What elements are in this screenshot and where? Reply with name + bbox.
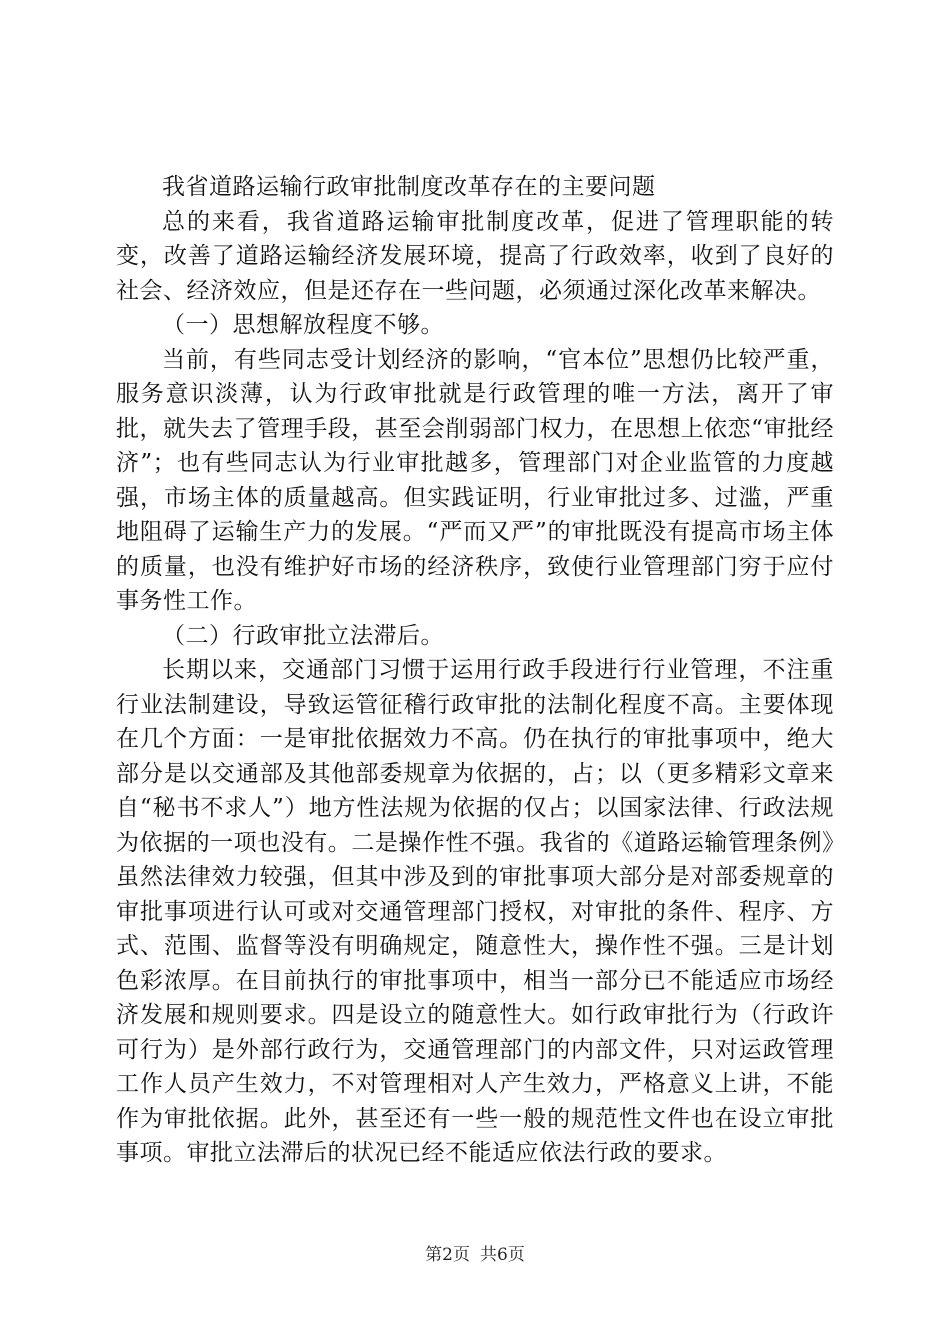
page-total: 共6页 (480, 1245, 525, 1265)
body-paragraph: 长期以来，交通部门习惯于运用行政手段进行行业管理，不注重行业法制建设，导致运管征稽行政审批的法制化程度不高。主要体现在几个方面：一是审批依据效力不高。仍在执行的审批事项中，绝大部分是以交通部及其他部委规章为依据的，占；以（更多精彩文章来自“秘书不求人”）地方性法规为依据的仅占；以国家法律、行政法规为依据的一项也没有。二是操作性不强。我省的《道路运输管理条例》虽然法律效力较强，但其中涉及到的审批事项大部分是对部委规章的审批事项进行认可或对交通管理部门授权，对审批的条件、程序、方式、范围、监督等没有明确规定，随意性大，操作性不强。三是计划色彩浓厚。在目前执行的审批事项中，相当一部分已不能适应市场经济发展和规则要求。四是设立的随意性大。如行政审批行为（行政许可行为）是外部行政行为，交通管理部门的内部文件，只对运政管理工作人员产生效力，不对管理相对人产生效力，严格意义上讲，不能作为审批依据。此外，甚至还有一些一般的规范性文件也在设立审批事项。审批立法滞后的状况已经不能适应依法行政的要求。 (116, 657, 834, 1166)
document-body (116, 170, 834, 1171)
body-paragraph: 当前，有些同志受计划经济的影响，“官本位”思想仍比较严重，服务意识淡薄，认为行政审批就是行政管理的唯一方法，离开了审批，就失去了管理手段，甚至会削弱部门权力，在思想上依恋“审批经济”；也有些同志认为行业审批越多，管理部门对企业监管的力度越强，市场主体的质量越高。但实践证明，行业审批过多、过滥，严重地阻碍了运输生产力的发展。“严而又严”的审批既没有提高市场主体的质量，也没有维护好市场的经济秩序，致使行业管理部门穷于应付事务性工作。 (116, 346, 834, 614)
page-footer (0, 1240, 950, 1265)
subsection-heading: （二）行政审批立法滞后。 (162, 622, 444, 649)
section-heading: 我省道路运输行政审批制度改革存在的主要问题 (162, 174, 656, 200)
subsection-heading: （一）思想解放程度不够。 (162, 312, 444, 338)
page-number: 第2页 (425, 1245, 470, 1265)
body-paragraph: 总的来看，我省道路运输审批制度改革，促进了管理职能的转变，改善了道路运输经济发展环境，提高了行政效率，收到了良好的社会、经济效应，但是还存在一些问题，必须通过深化改革来解决。 (116, 208, 834, 304)
